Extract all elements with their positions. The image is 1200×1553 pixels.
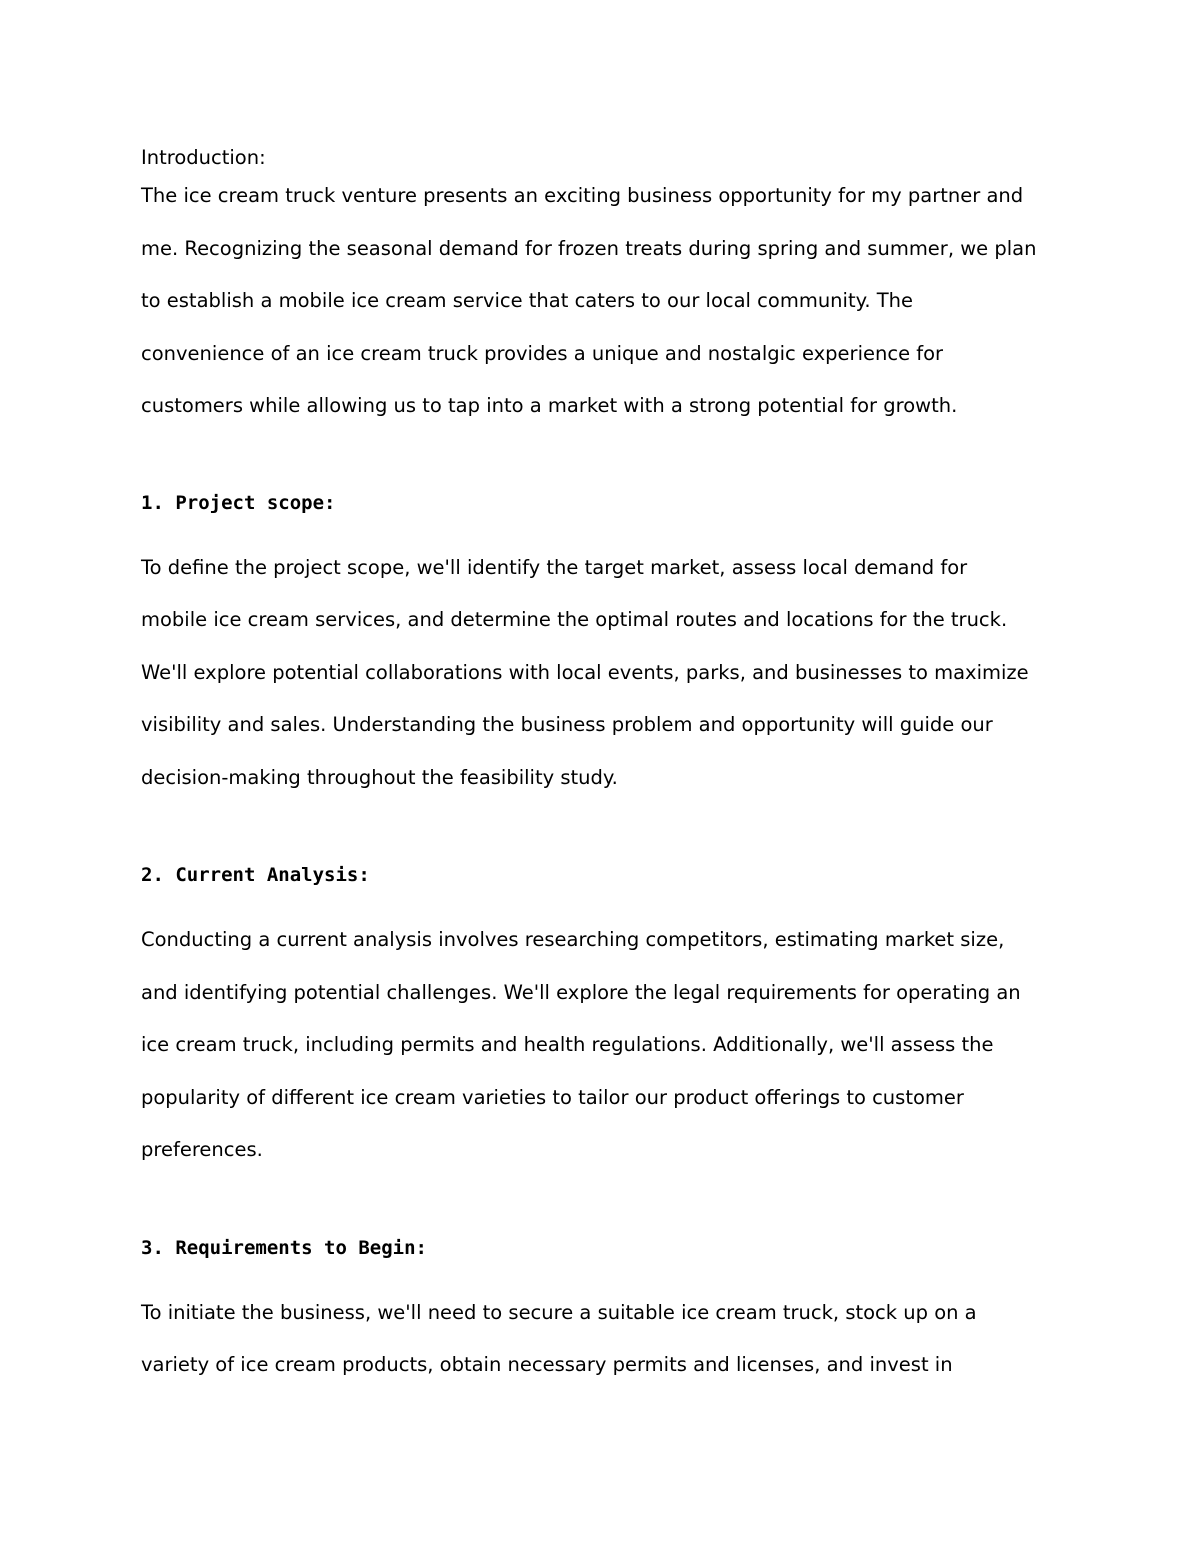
intro-label: Introduction:	[141, 146, 266, 169]
document-body	[141, 143, 1066, 1392]
paragraph-line: The ice cream truck venture presents an exciting business opportunity for my partner and	[141, 184, 1024, 207]
paragraph-line: convenience of an ice cream truck provides a unique and nostalgic experience for	[141, 341, 944, 365]
paragraph-line: and identifying potential challenges. We'll explore the legal requirements for operating an	[141, 980, 1021, 1004]
section-heading-requirements: 3. Requirements to Begin:	[141, 1236, 427, 1259]
paragraph-line: me. Recognizing the seasonal demand for frozen treats during spring and summer, we plan	[141, 236, 1037, 260]
paragraph-line: variety of ice cream products, obtain necessary permits and licenses, and invest in	[141, 1353, 953, 1376]
section-paragraph-requirements	[141, 1287, 1066, 1392]
paragraph-line: customers while allowing us to tap into a market with a strong potential for growth.	[141, 394, 958, 417]
paragraph-line: to establish a mobile ice cream service that caters to our local community. The	[141, 289, 914, 312]
section-heading-current-analysis: 2. Current Analysis:	[141, 864, 370, 886]
paragraph-line: visibility and sales. Understanding the business problem and opportunity will guide our	[141, 713, 993, 736]
intro-paragraph	[141, 170, 1066, 433]
section-heading-project-scope: 1. Project scope:	[141, 491, 336, 514]
paragraph-line: To initiate the business, we'll need to secure a suitable ice cream truck, stock up on a	[141, 1300, 977, 1324]
section-paragraph-project-scope	[141, 542, 1066, 805]
paragraph-line: decision-making throughout the feasibility study.	[141, 765, 618, 789]
paragraph-line: popularity of different ice cream varieties to tailor our product offerings to customer	[141, 1085, 964, 1109]
paragraph-line: We'll explore potential collaborations with local events, parks, and businesses to maximize	[141, 660, 1029, 684]
paragraph-line: mobile ice cream services, and determine the optimal routes and locations for the truck.	[141, 608, 1008, 631]
paragraph-line: Conducting a current analysis involves researching competitors, estimating market size,	[141, 928, 1005, 951]
paragraph-line: ice cream truck, including permits and health regulations. Additionally, we'll assess the	[141, 1033, 994, 1056]
paragraph-line: preferences.	[141, 1138, 263, 1161]
section-paragraph-current-analysis	[141, 914, 1066, 1177]
paragraph-line: To define the project scope, we'll identify the target market, assess local demand for	[141, 555, 968, 579]
